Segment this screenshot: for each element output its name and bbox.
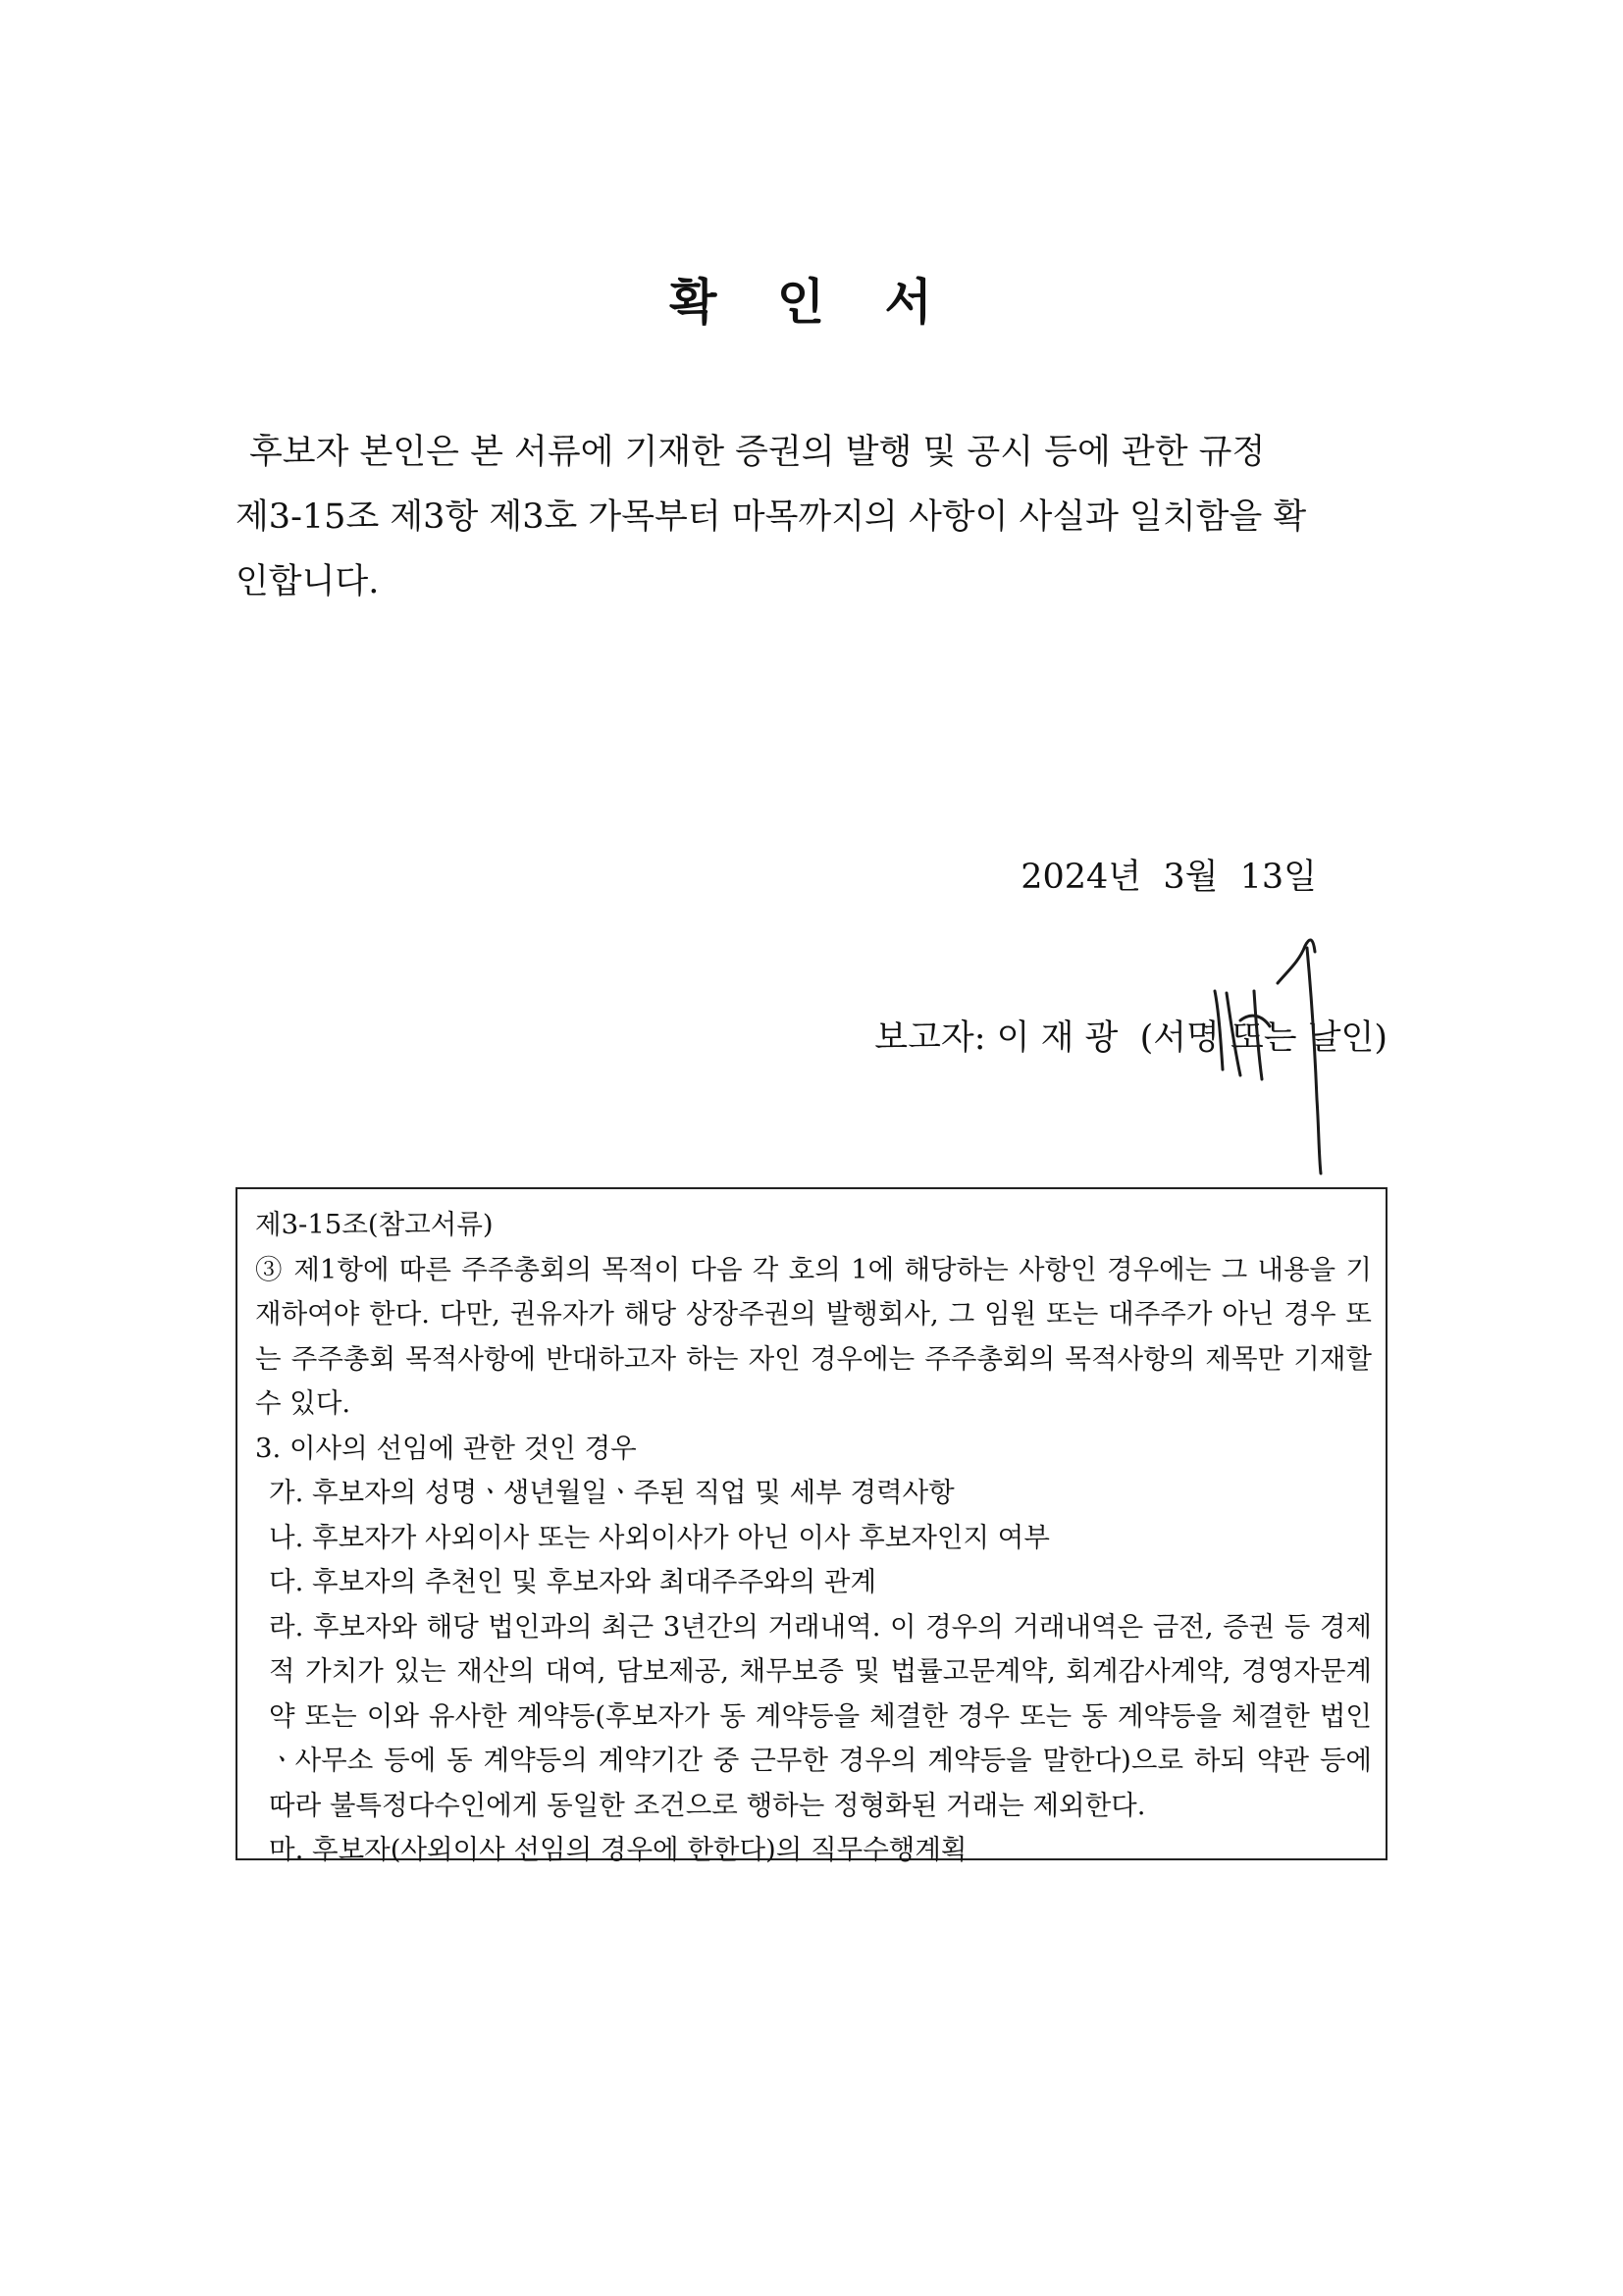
statement-line-2: 제3-15조 제3항 제3호 가목부터 마목까지의 사항이 사실과 일치함을 확 (236, 497, 1307, 537)
reference-paragraph: ③ 제1항에 따른 주주총회의 목적이 다음 각 호의 1에 해당하는 사항인 경우에는 그 내용을 기재하여야 한다. 다만, 권유자가 해당 상장주권의 발행회사, 그 임원 또는 대주주가 아닌 경우 또는 주주총회 목적사항에 반대하고자 하는 자인 경우에는 주주총회의 목적사항의 제목만 기재할 수 있다. (255, 1253, 1372, 1419)
confirmation-statement (236, 420, 1393, 614)
reference-item-ga: 가. 후보자의 성명ㆍ생년월일ㆍ주된 직업 및 세부 경력사항 (269, 1477, 955, 1508)
document-title: 확 인 서 (669, 274, 954, 331)
reference-item-na: 나. 후보자가 사외이사 또는 사외이사가 아닌 이사 후보자인지 여부 (269, 1521, 1050, 1553)
statement-line-1: 후보자 본인은 본 서류에 기재한 증권의 발행 및 공시 등에 관한 규정 (249, 433, 1266, 472)
handwritten-signature (1197, 932, 1354, 1187)
statement-line-3: 인합니다. (236, 562, 380, 601)
reference-heading: 제3-15조(참고서류) (255, 1209, 494, 1240)
reference-item-title: 3. 이사의 선임에 관한 것인 경우 (255, 1432, 637, 1464)
reference-item-ra: 라. 후보자와 해당 법인과의 최근 3년간의 거래내역. 이 경우의 거래내역은 금전, 증권 등 경제적 가치가 있는 재산의 대여, 담보제공, 채무보증 및 법률고문계약, 회계감사계약, 경영자문계약 또는 이와 유사한 계약등(후보자가 동 계약등을 체결한 경우 또는 동 계약등을 체결한 법인ㆍ사무소 등에 동 계약등의 계약기간 중 근무한 경우의 계약등을 말한다)으로 하되 약관 등에 따라 불특정다수인에게 동일한 조건으로 행하는 정형화된 거래는 제외한다. (269, 1610, 1372, 1821)
signer-line: 보고자: 이 재 광 (서명 또는 날인) (874, 1018, 1387, 1058)
reference-item-da: 다. 후보자의 추천인 및 후보자와 최대주주와의 관계 (269, 1566, 877, 1597)
reference-item-ma: 마. 후보자(사외이사 선임의 경우에 한한다)의 직무수행계획 (269, 1834, 968, 1865)
document-date: 2024년 3월 13일 (1021, 858, 1317, 897)
reference-regulation-box (236, 1187, 1387, 1865)
